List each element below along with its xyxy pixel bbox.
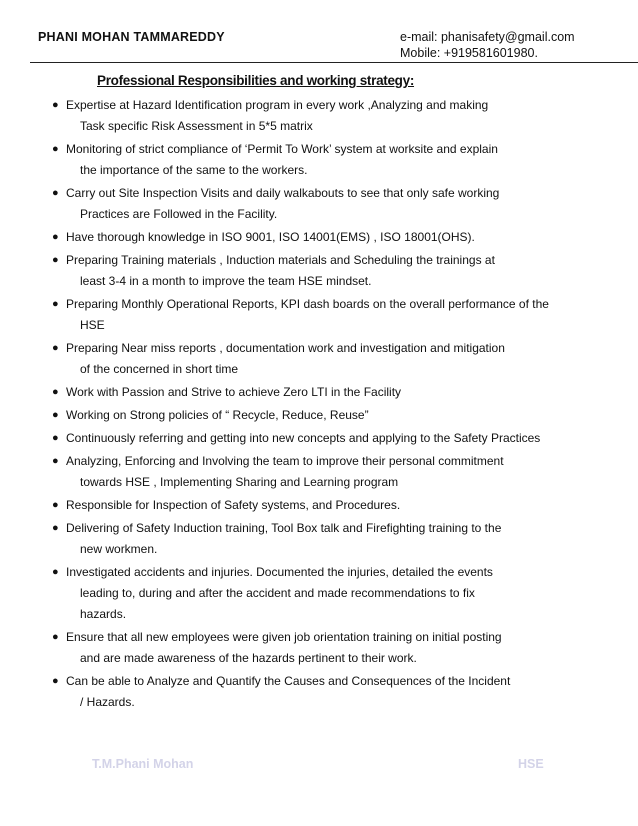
bullet-line: Ensure that all new employees were given job orientation training on initial posting: [66, 630, 502, 644]
bullet-item: [52, 294, 632, 336]
bullet-dot-icon: ●: [52, 99, 59, 111]
bullet-line: leading to, during and after the accident and made recommendations to fix: [80, 586, 475, 600]
bullet-dot-icon: ●: [52, 231, 59, 243]
bullet-line: Preparing Training materials , Induction materials and Scheduling the trainings at: [66, 253, 495, 267]
bullet-item: [52, 627, 632, 669]
bullet-item: [52, 227, 632, 248]
bullet-item: [52, 518, 632, 560]
bullet-line: Can be able to Analyze and Quantify the Causes and Consequences of the Incident: [66, 674, 511, 688]
bullet-line: Analyzing, Enforcing and Involving the team to improve their personal commitment: [66, 454, 504, 468]
header-rule: [30, 62, 638, 63]
bullet-line: Preparing Monthly Operational Reports, KPI dash boards on the overall performance of the: [66, 297, 549, 311]
bullet-line: Working on Strong policies of “ Recycle, Reduce, Reuse”: [66, 408, 369, 422]
bullet-item: [52, 451, 632, 493]
section-title: Professional Responsibilities and working strategy:: [97, 73, 415, 88]
bullet-line: Task specific Risk Assessment in 5*5 matrix: [80, 119, 313, 133]
header-contact: [400, 29, 575, 61]
bullet-dot-icon: ●: [52, 298, 59, 310]
bullet-line: Carry out Site Inspection Visits and daily walkabouts to see that only safe working: [66, 186, 500, 200]
bullet-dot-icon: ●: [52, 432, 59, 444]
bullet-dot-icon: ●: [52, 631, 59, 643]
bullet-item: [52, 250, 632, 292]
bullet-item: [52, 338, 632, 380]
bullet-item: [52, 183, 632, 225]
bullet-item: [52, 405, 632, 426]
bullet-line: hazards.: [80, 607, 127, 621]
bullet-line: Preparing Near miss reports , documentation work and investigation and mitigation: [66, 341, 505, 355]
footer-left-text: T.M.Phani Mohan: [92, 757, 194, 771]
bullet-dot-icon: ●: [52, 455, 59, 467]
bullet-item: [52, 95, 632, 137]
bullet-line: Practices are Followed in the Facility.: [80, 207, 278, 221]
bullet-dot-icon: ●: [52, 566, 59, 578]
responsibilities-list: [52, 95, 632, 715]
bullet-item: [52, 139, 632, 181]
bullet-line: Delivering of Safety Induction training, Tool Box talk and Firefighting training to the: [66, 521, 502, 535]
bullet-line: Investigated accidents and injuries. Documented the injuries, detailed the events: [66, 565, 493, 579]
bullet-line: Monitoring of strict compliance of ‘Permit To Work’ system at worksite and explain: [66, 142, 498, 156]
header-name: PHANI MOHAN TAMMAREDDY: [38, 30, 225, 44]
header-mobile: Mobile: +919581601980.: [400, 46, 538, 60]
bullet-dot-icon: ●: [52, 342, 59, 354]
bullet-dot-icon: ●: [52, 143, 59, 155]
bullet-dot-icon: ●: [52, 522, 59, 534]
bullet-item: [52, 382, 632, 403]
bullet-item: [52, 495, 632, 516]
bullet-line: towards HSE , Implementing Sharing and Learning program: [80, 475, 399, 489]
bullet-line: / Hazards.: [80, 695, 135, 709]
bullet-line: and are made awareness of the hazards pertinent to their work.: [80, 651, 417, 665]
bullet-dot-icon: ●: [52, 386, 59, 398]
bullet-dot-icon: ●: [52, 254, 59, 266]
bullet-line: HSE: [80, 318, 105, 332]
bullet-item: [52, 428, 632, 449]
bullet-dot-icon: ●: [52, 187, 59, 199]
bullet-line: of the concerned in short time: [80, 362, 239, 376]
bullet-dot-icon: ●: [52, 499, 59, 511]
bullet-line: least 3-4 in a month to improve the team HSE mindset.: [80, 274, 372, 288]
bullet-line: Expertise at Hazard Identification program in every work ,Analyzing and making: [66, 98, 489, 112]
bullet-line: the importance of the same to the workers.: [80, 163, 308, 177]
bullet-item: [52, 671, 632, 713]
bullet-line: Work with Passion and Strive to achieve Zero LTI in the Facility: [66, 385, 402, 399]
bullet-line: Have thorough knowledge in ISO 9001, ISO 14001(EMS) , ISO 18001(OHS).: [66, 230, 475, 244]
bullet-item: [52, 562, 632, 625]
bullet-line: Continuously referring and getting into new concepts and applying to the Safety Practices: [66, 431, 541, 445]
bullet-dot-icon: ●: [52, 409, 59, 421]
bullet-line: new workmen.: [80, 542, 158, 556]
bullet-dot-icon: ●: [52, 675, 59, 687]
header-email: e-mail: phanisafety@gmail.com: [400, 30, 575, 44]
bullet-line: Responsible for Inspection of Safety systems, and Procedures.: [66, 498, 401, 512]
footer-right-text: HSE: [518, 757, 544, 771]
